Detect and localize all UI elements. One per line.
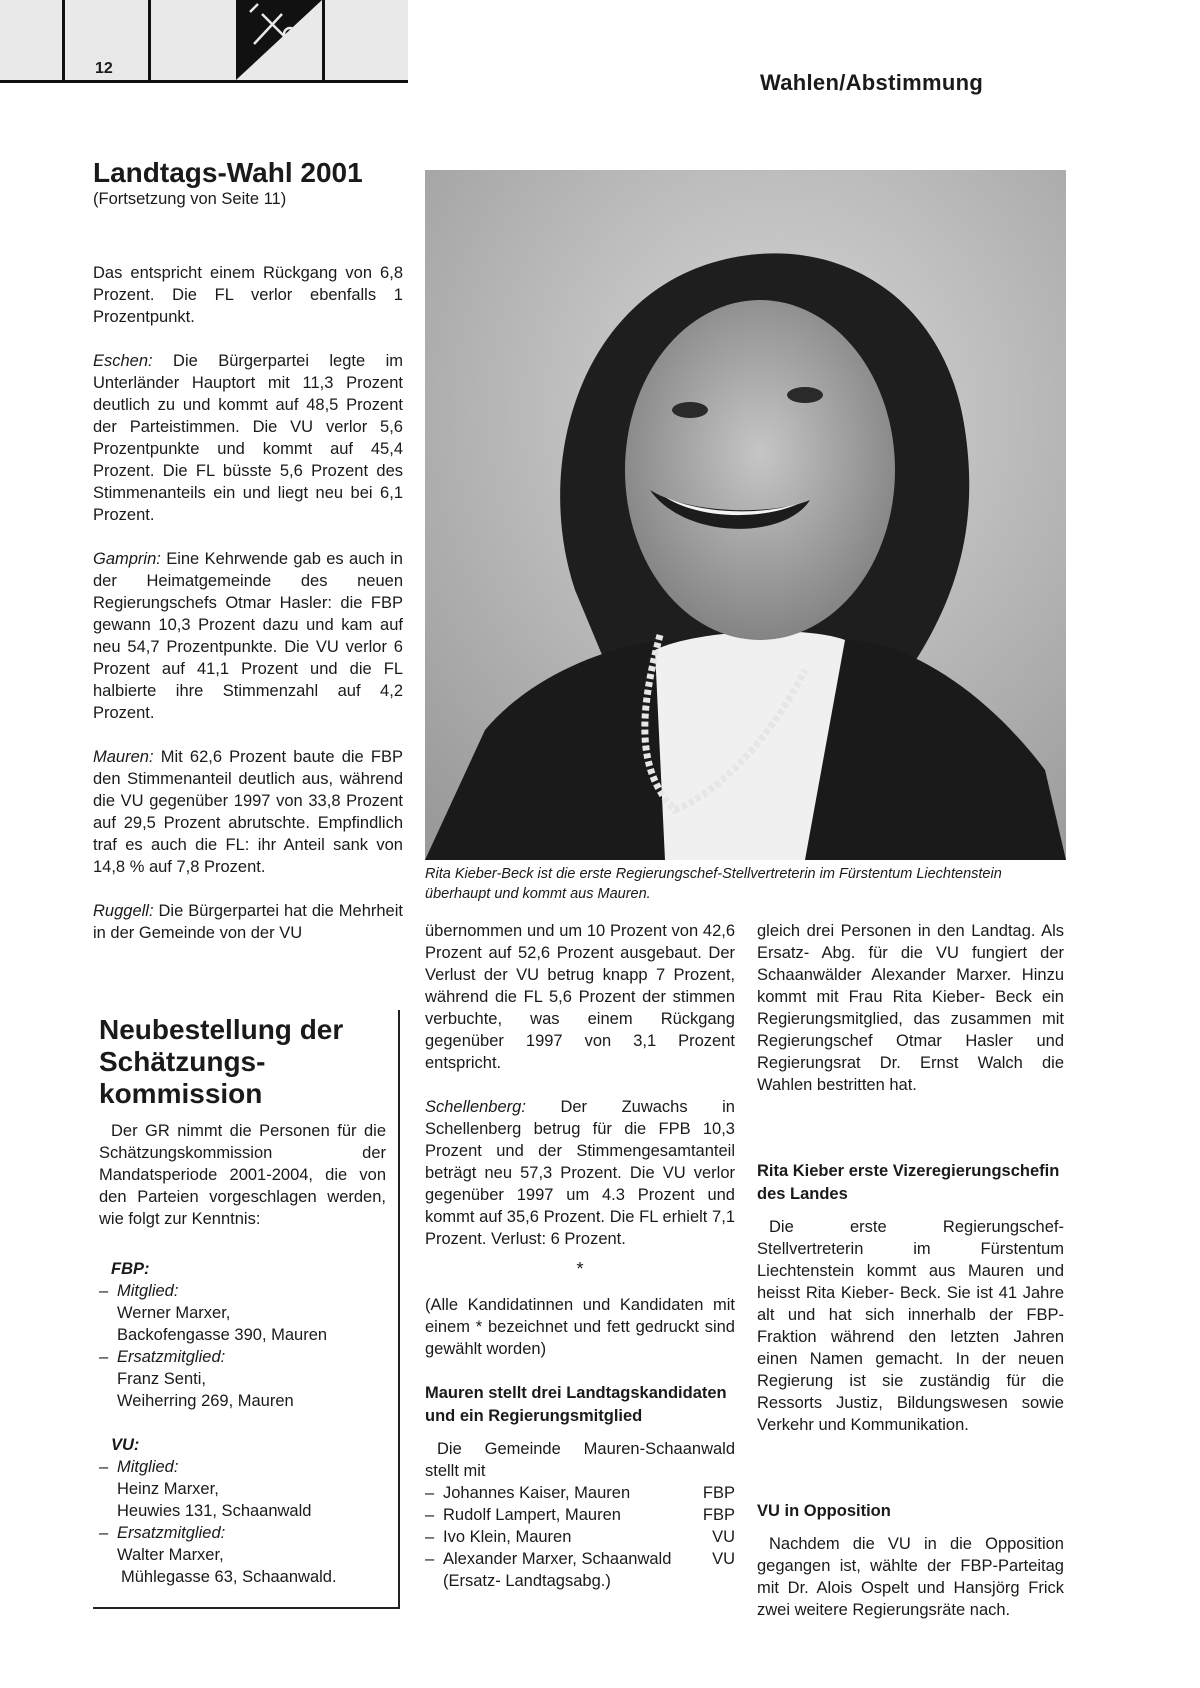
party-label: VU: xyxy=(111,1436,140,1454)
subheading-vu: VU in Opposition xyxy=(757,1502,891,1520)
candidate-row: – Alexander Marxer, Schaanwald VU xyxy=(425,1550,735,1568)
paragraph-gamprin: Gamprin: Eine Kehrwende gab es auch in der Heimatgemeinde des neuen Regierungschefs Otmar Hasler: die FBP gewann 10,3 Prozent dazu und kam auf neu 54,7 Prozentpunkte. Die VU verlor 6 Prozent auf 41,1 Prozent und die FL halbierte ihre Stimmenzahl auf 4,2 Prozent. xyxy=(93,550,403,722)
member-name: Werner Marxer, xyxy=(117,1304,231,1322)
article-right-column xyxy=(757,920,1064,1643)
candidate-list xyxy=(425,1482,735,1592)
substitute-address: Weiherring 269, Mauren xyxy=(117,1392,294,1410)
section-title: Wahlen/Abstimmung xyxy=(760,70,984,95)
subheading-mauren: Mauren stellt drei Landtagskandidaten und ein Regierungsmitglied xyxy=(425,1384,727,1425)
paragraph: Das entspricht einem Rückgang von 6,8 Prozent. Die FL verlor ebenfalls 1 Prozentpunkt. xyxy=(93,264,403,326)
header-rule xyxy=(0,80,408,83)
box-fbp-list xyxy=(99,1258,398,1412)
subheading-rita: Rita Kieber erste Vizeregierungschefin des Landes xyxy=(757,1162,1060,1203)
member-address: Backofengasse 390, Mauren xyxy=(117,1326,328,1344)
portrait-photo xyxy=(425,170,1066,860)
substitute-label: – Ersatzmitglied: xyxy=(99,1348,226,1366)
mauren-intro: Die Gemeinde Mauren-Schaanwald stellt mit xyxy=(425,1440,735,1480)
member-address: Heuwies 131, Schaanwald xyxy=(117,1502,312,1520)
header-divider xyxy=(62,0,65,83)
article-left-column xyxy=(93,157,403,966)
member-name: Heinz Marxer, xyxy=(117,1480,219,1498)
substitute-name: Walter Marxer, xyxy=(117,1546,224,1564)
paragraph-mauren: Mauren: Mit 62,6 Prozent baute die FBP den Stimmenanteil deutlich aus, während die VU gegenüber 1997 von 33,8 Prozent auf 29,5 Prozent abrutschte. Empfindlich traf es auch die FL: ihr Anteil sank von 14,8 % auf 7,8 Prozent. xyxy=(93,748,403,876)
box-intro: Der GR nimmt die Personen für die Schätzungskommission der Mandatsperiode 2001-2004, die von den Parteien vorgeschlagen werden, wie folgt zur Kenntnis: xyxy=(99,1122,386,1228)
member-label: – Mitglied: xyxy=(99,1282,179,1300)
header-strip xyxy=(0,0,408,83)
member-label: – Mitglied: xyxy=(99,1458,179,1476)
paragraph-vu: Nachdem die VU in die Opposition gegangen ist, wählte der FBP-Parteitag mit Dr. Alois Ospelt und Hansjörg Frick zwei weitere Regierungsräte nach. xyxy=(757,1535,1064,1619)
substitute-address: Mühlegasse 63, Schaanwald. xyxy=(121,1568,337,1586)
header-divider xyxy=(148,0,151,83)
photo-caption: Rita Kieber-Beck ist die erste Regierungschef-Stellvertreterin im Fürstentum Liechtenstein überhaupt und kommt aus Mauren. xyxy=(425,866,1002,902)
paragraph: übernommen und um 10 Prozent von 42,6 Prozent auf 52,6 Prozent ausgebaut. Der Verlust der VU betrug knapp 7 Prozent, während die FL 5,6 Prozent der stimmen verbuchte, was einem Rückgang gegenüber 1997 von 3,1 Prozent entspricht. xyxy=(425,922,735,1072)
paragraph-schellenberg: Schellenberg: Der Zuwachs in Schellenberg betrug für die FPB 10,3 Prozent und der Stimmengesamtanteil beträgt neu 57,3 Prozent. Die VU verlor gegenüber 1997 um 4.3 Prozent und kommt auf 35,6 Prozent. Die FL erhielt 7,1 Prozent. Verlust: 6 Prozent. xyxy=(425,1098,735,1248)
candidate-row: – Ivo Klein, Mauren VU xyxy=(425,1528,735,1546)
paragraph-eschen: Eschen: Die Bürgerpartei legte im Unterländer Hauptort mit 11,3 Prozent deutlich zu und kommt auf 48,5 Prozent der Parteistimmen. Die VU verlor 5,6 Prozentpunkte und kommt auf 45,4 Prozent. Die FL büsste 5,6 Prozent des Stimmenanteils ein und liegt neu bei 6,1 Prozent. xyxy=(93,352,403,524)
candidate-row: – Rudolf Lampert, Mauren FBP xyxy=(425,1506,735,1524)
star-separator: * xyxy=(576,1259,584,1279)
paragraph-rita: Die erste Regierungschef-Stellvertreterin im Fürstentum Liechtenstein kommt aus Mauren und heisst Rita Kieber- Beck. Sie ist 41 Jahre alt und hat sich innerhalb der FBP-Fraktion während den letzten Jahren einen Namen gemacht. In der neuen Regierung ist sie zuständig für die Ressorts Justiz, Bildungswesen sowie Verkehr und Kommunikation. xyxy=(757,1218,1064,1434)
page-number: 12 xyxy=(95,60,113,77)
municipal-emblem-icon xyxy=(236,0,322,80)
box-title: Neubestellung der Schätzungs-kommission xyxy=(99,1014,344,1109)
substitute-name: Franz Senti, xyxy=(117,1370,206,1388)
article-title: Landtags-Wahl 2001 xyxy=(93,157,363,188)
note-paragraph: (Alle Kandidatinnen und Kandidaten mit einem * bezeichnet und fett gedruckt sind gewählt worden) xyxy=(425,1296,735,1358)
paragraph: gleich drei Personen in den Landtag. Als Ersatz- Abg. für die VU fungiert der Schaanwälder Alexander Marxer. Hinzu kommt mit Frau Rita Kieber- Beck ein Regierungsmitglied, das zusammen mit Regierungschef Otmar Hasler und Regierungsrat Dr. Ernst Walch die Wahlen bestritten hat. xyxy=(757,922,1064,1094)
header-divider xyxy=(322,0,325,83)
party-label: FBP: xyxy=(111,1260,150,1278)
article-middle-column xyxy=(425,920,735,1592)
candidate-row: – Johannes Kaiser, Mauren FBP xyxy=(425,1484,735,1502)
box-vu-list xyxy=(99,1434,398,1588)
paragraph-ruggell: Ruggell: Die Bürgerpartei hat die Mehrheit in der Gemeinde von der VU xyxy=(93,902,403,942)
article-subtitle: (Fortsetzung von Seite 11) xyxy=(93,190,287,208)
candidate-note: (Ersatz- Landtagsabg.) xyxy=(443,1572,611,1590)
substitute-label: – Ersatzmitglied: xyxy=(99,1524,226,1542)
info-box xyxy=(93,1010,400,1609)
